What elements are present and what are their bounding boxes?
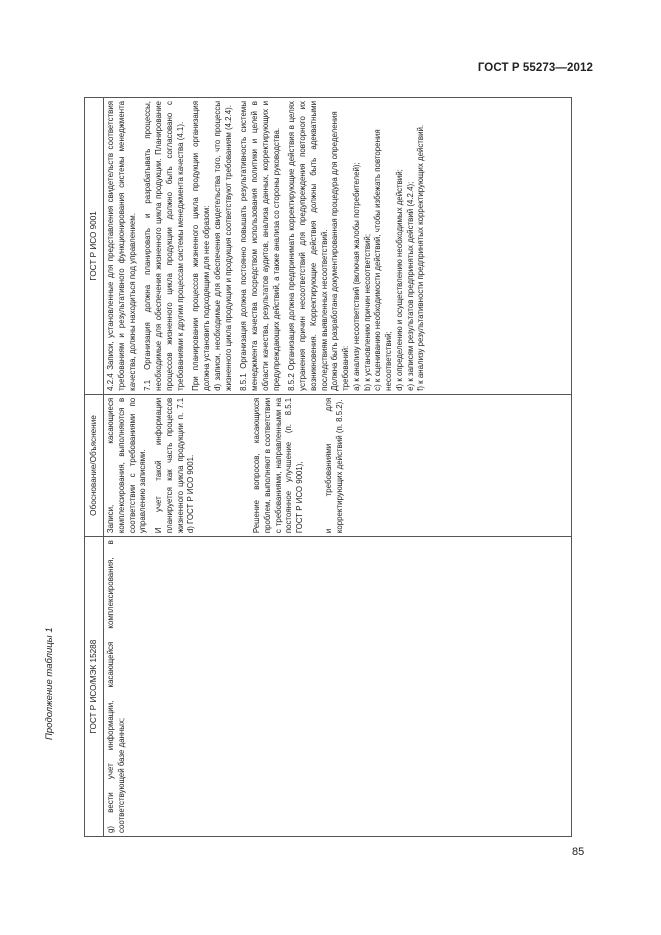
cell-line: a) к анализу несоответствий (включая жалобы потребителей); xyxy=(351,162,361,391)
page-number: 85 xyxy=(572,846,585,858)
document-header: ГОСТ Р 55273—2012 xyxy=(477,62,593,74)
table-caption: Продолжение таблицы 1 xyxy=(44,627,55,740)
cell-line: Должна быть разработана документированная процедура для определения требований: xyxy=(330,111,350,391)
header-gost-9001: ГОСТ Р ИСО 9001 xyxy=(85,98,104,395)
cell-paragraph: Решение вопросов, касающихся проблем, выполняют в соответствии с требованиями, направленными на постоянное улучшение (п. 8.5.1 ГОСТ Р ИСО 9001), xyxy=(252,397,304,534)
header-rationale: Обоснование/Объяснение xyxy=(85,394,104,536)
cell-paragraph: d) записи, необходимые для обеспечения свидетельства того, что процессы жизненного цикла продукции и продукция соответствуют требованиям (4.2.4). xyxy=(212,101,233,391)
cell-rationale xyxy=(104,394,572,536)
cell-line: f) к анализу результативности предпринятых корректирующих действий. xyxy=(416,124,426,391)
cell-line: d) к определению и осуществлению необходимых действий; xyxy=(394,169,404,391)
cell-paragraph: И учет такой информации планируется как часть процессов жизненного цикла продукции п. 7.1 d) ГОСТ Р ИСО 9001. xyxy=(154,397,196,534)
cell-paragraph: При планировании процессов жизненного цикла продукции организация должна установить подходящим для нее образом: xyxy=(191,101,211,391)
cell-paragraph: g) вести учет информации, касающейся комплексирования, в соответствующей базе данных; xyxy=(106,540,126,833)
cell-gost-9001 xyxy=(104,98,572,395)
table-row xyxy=(104,98,572,837)
cell-line: c) к оцениванию необходимости действий, чтобы избежать повторения несоответствий; xyxy=(373,129,393,391)
cell-gost-15288 xyxy=(104,537,572,837)
cell-line: e) к записям результатов предпринятых действий (4.2.4); xyxy=(405,181,415,391)
cell-paragraph: и требованиями для корректирующих действий (п. 8.5.2). xyxy=(323,397,344,534)
cell-paragraph: 8.5.2 Организация должна предпринимать корректирующие действия в целях устранения причин несоответствий для предупреждения повторного их возникновения. Корректирующие действия должны быть адекватными последствиям выявленных несоответствий. xyxy=(287,101,329,391)
cell-paragraph: Записи, касающиеся комплексирования, выполняются в соответствии с требованиями по управлению записями. xyxy=(106,397,148,534)
cell-line: b) к установлению причин несоответствий; xyxy=(362,233,372,391)
comparison-table xyxy=(84,97,572,837)
rotated-table-container xyxy=(84,97,572,837)
cell-paragraph: 7.1 Организация должна планировать и разрабатывать процессы, необходимые для обеспечения жизненного цикла продукции. Планирование процессов жизненного цикла продукции должно быть согласовано с требованиями к другим процессам системы менеджмента качества (4.1). xyxy=(143,101,185,391)
cell-paragraph: 4.2.4 Записи, установленные для представления свидетельств соответствия требованиям и результативного функционирования системы менеджмента качества, должны находиться под управлением. xyxy=(106,101,137,391)
table-header-row xyxy=(85,98,104,837)
cell-paragraph: 8.5.1 Организация должна постоянно повышать результативность системы менеджмента качества посредством использования политики и целей в области качества, результатов аудитов, анализа данных, корректирующих и предупреждающих действий, а также анализа со стороны руководства. xyxy=(239,101,281,391)
header-gost-15288: ГОСТ Р ИСО/МЭК 15288 xyxy=(85,537,104,837)
